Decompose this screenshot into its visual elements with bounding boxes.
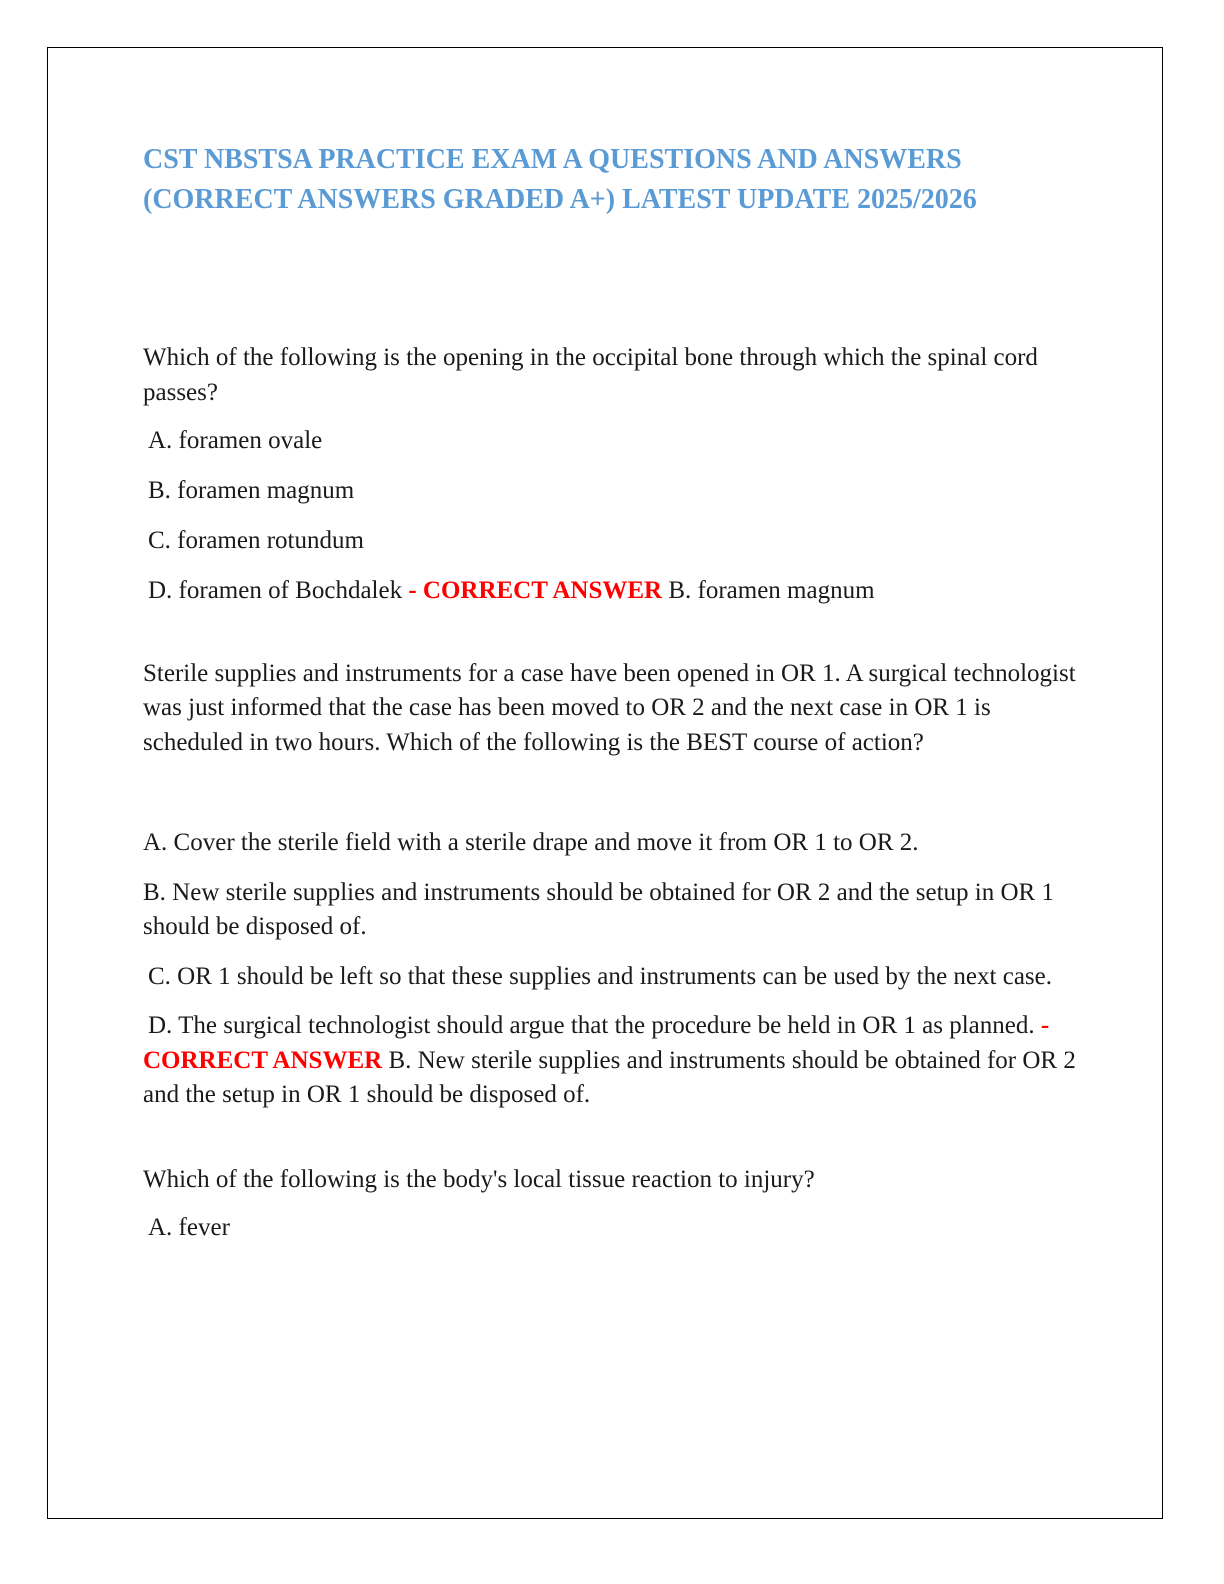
correct-answer-text: B. foramen magnum xyxy=(668,577,875,604)
option-b: B. foramen magnum xyxy=(148,477,355,504)
correct-answer-label: - CORRECT ANSWER xyxy=(143,1012,1050,1074)
option-a: A. Cover the sterile field with a sterile drape and move it from OR 1 to OR 2. xyxy=(143,829,919,856)
option-a: A. foramen ovale xyxy=(148,427,323,454)
option-d-with-answer xyxy=(143,574,1083,609)
question-1 xyxy=(143,341,1083,609)
option-c: C. foramen rotundum xyxy=(148,527,364,554)
correct-answer-text: B. New sterile supplies and instruments should be obtained for OR 2 and the setup in OR 1 should be disposed of. xyxy=(143,1046,1076,1108)
question-text: Sterile supplies and instruments for a case have been opened in OR 1. A surgical technologist was just informed that the case has been moved to OR 2 and the next case in OR 1 is scheduled in two hours. Which of the following is the BEST course of action? xyxy=(143,659,1076,756)
option-c-wrapper xyxy=(143,960,1083,995)
document-content xyxy=(143,140,1083,1246)
correct-answer-label: - CORRECT ANSWER xyxy=(408,577,663,604)
option-d: D. foramen of Bochdalek xyxy=(148,577,403,604)
option-a: A. fever xyxy=(148,1214,230,1241)
option-d: D. The surgical technologist should argue that the procedure be held in OR 1 as planned. xyxy=(148,1012,1035,1039)
question-2 xyxy=(143,657,1083,1113)
document-title: CST NBSTSA PRACTICE EXAM A QUESTIONS AND ANSWERS (CORRECT ANSWERS GRADED A+) LATEST UPDATE 2025/2026 xyxy=(143,144,977,215)
question-text: Which of the following is the opening in the occipital bone through which the spinal cord passes? xyxy=(143,344,1038,406)
option-d-with-answer xyxy=(143,1009,1083,1113)
option-b: B. New sterile supplies and instruments should be obtained for OR 2 and the setup in OR 1 should be disposed of. xyxy=(143,878,1054,940)
question-text: Which of the following is the body's local tissue reaction to injury? xyxy=(143,1165,815,1193)
question-3 xyxy=(143,1163,1083,1246)
option-c: C. OR 1 should be left so that these supplies and instruments can be used by the next case. xyxy=(148,962,1052,990)
